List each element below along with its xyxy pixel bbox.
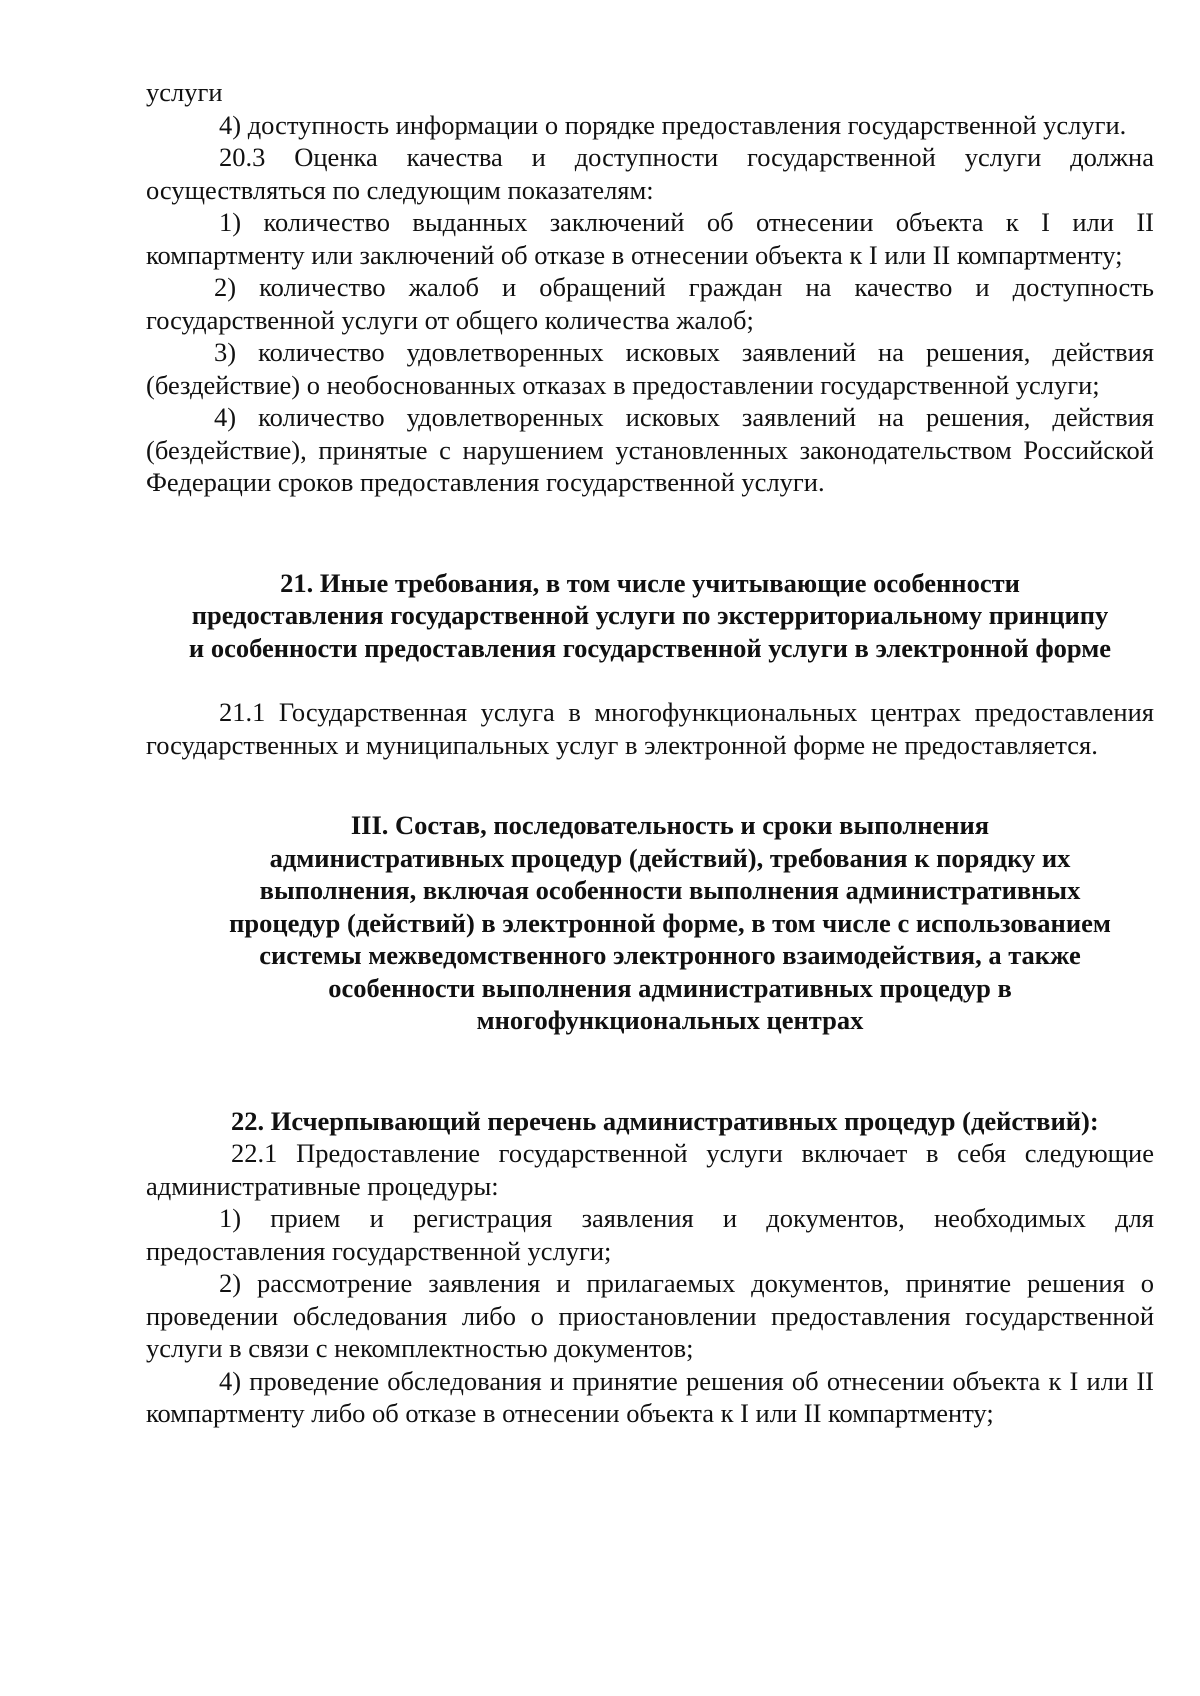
section-3-heading (146, 809, 1154, 1037)
paragraph-procedure-1: 1) прием и регистрация заявления и документов, необходимых для предоставления государственной услуги; (146, 1203, 1154, 1266)
paragraph-indicator-4: 4) количество удовлетворенных исковых заявлений на решения, действия (бездействие), принятые с нарушением установленных законодательством Российской Федерации сроков предоставления государственной услуги. (146, 402, 1154, 497)
heading-line: административных процедур (действий), требования к порядку их (269, 842, 1071, 873)
paragraph-indicator-2: 2) количество жалоб и обращений граждан на качество и доступность государственной услуги от общего количества жалоб; (146, 272, 1154, 335)
paragraph-procedure-2: 2) рассмотрение заявления и прилагаемых документов, принятие решения о проведении обследования либо о приостановлении предоставления государственной услуги в связи с некомплектностью документов; (146, 1268, 1154, 1363)
paragraph-continuation: услуги (146, 77, 223, 107)
paragraph-indicator-3: 3) количество удовлетворенных исковых заявлений на решения, действия (бездействие) о необоснованных отказах в предоставлении государственной услуги; (146, 337, 1154, 400)
heading-line: выполнения, включая особенности выполнения административных (259, 875, 1081, 905)
paragraph-indicator-1: 1) количество выданных заключений об отнесении объекта к I или II компартменту или заключений об отказе в отнесении объекта к I или II компартменту; (146, 207, 1154, 270)
paragraph-20-3: 20.3 Оценка качества и доступности государственной услуги должна осуществляться по следующим показателям: (146, 142, 1154, 205)
heading-line: системы межведомственного электронного взаимодействия, а также (259, 940, 1081, 970)
heading-line: III. Состав, последовательность и сроки выполнения (350, 810, 990, 840)
heading-line: многофункциональных центрах (476, 1005, 864, 1035)
section-21-heading (146, 567, 1154, 665)
paragraph-item-4-accessibility: 4) доступность информации о порядке предоставления государственной услуги. (219, 109, 1127, 140)
heading-line: особенности выполнения административных процедур в (328, 972, 1012, 1003)
heading-line: и особенности предоставления государственной услуги в электронной форме (188, 632, 1112, 663)
paragraph-21-1: 21.1 Государственная услуга в многофункциональных центрах предоставления государственных и муниципальных услуг в электронной форме не предоставляется. (146, 697, 1154, 760)
section-22-heading: 22. Исчерпывающий перечень административных процедур (действий): (231, 1105, 1099, 1136)
heading-line: 21. Иные требования, в том числе учитывающие особенности (280, 567, 1020, 598)
heading-line: процедур (действий) в электронной форме, в том числе с использованием (229, 907, 1111, 938)
paragraph-22-1: 22.1 Предоставление государственной услуги включает в себя следующие административные процедуры: (146, 1138, 1154, 1201)
paragraph-procedure-4: 4) проведение обследования и принятие решения об отнесении объекта к I или II компартменту либо об отказе в отнесении объекта к I или II компартменту; (146, 1365, 1154, 1428)
document-page (146, 76, 1154, 1430)
heading-line: предоставления государственной услуги по экстерриториальному принципу (191, 600, 1109, 630)
